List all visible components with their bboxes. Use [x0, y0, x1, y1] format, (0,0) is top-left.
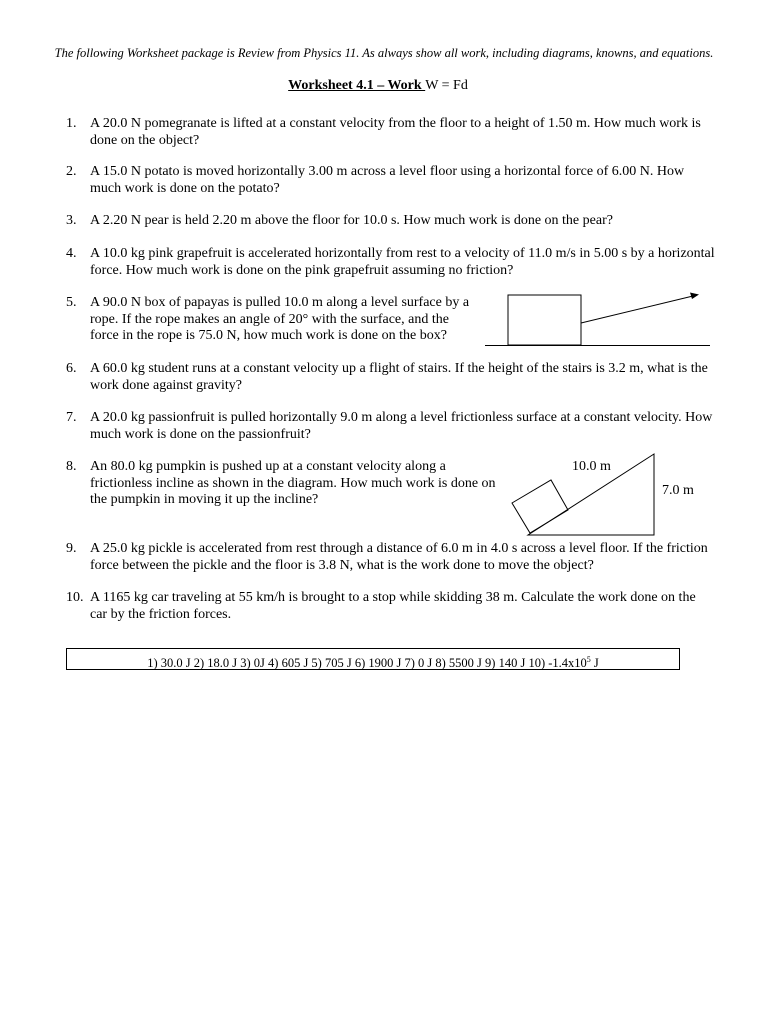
question-number: 6. — [66, 361, 77, 376]
question-text: A 90.0 N box of papayas is pulled 10.0 m along a level surface by a rope. If the rope makes an angle of 20° with the surface, and the force in the rope is 75.0 N, how much work is done on the box? — [90, 295, 470, 343]
intro-instructions: The following Worksheet package is Review from Physics 11. As always show all work, including diagrams, knowns, and equations. — [54, 46, 714, 60]
answer-key-unit: J — [590, 656, 599, 671]
title-formula: W = Fd — [425, 78, 468, 93]
question-text: A 10.0 kg pink grapefruit is accelerated horizontally from rest to a velocity of 11.0 m/s in 5.00 s by a horizontal force. How much work is done on the pink grapefruit assuming no friction? — [90, 246, 715, 278]
box-rope-diagram — [480, 288, 720, 352]
question-number: 5. — [66, 295, 77, 310]
question-number: 10. — [66, 590, 84, 605]
question-number: 2. — [66, 164, 77, 179]
question-number: 8. — [66, 459, 77, 474]
question-text: A 20.0 kg passionfruit is pulled horizontally 9.0 m along a level frictionless surface at a constant velocity. How much work is done on the passionfruit? — [90, 410, 713, 442]
question-number: 4. — [66, 246, 77, 261]
question-number: 7. — [66, 410, 77, 425]
question-number: 9. — [66, 541, 77, 556]
title-main: Worksheet 4.1 – Work — [288, 78, 426, 93]
question-text: A 15.0 N potato is moved horizontally 3.00 m across a level floor using a horizontal force of 6.00 N. How much work is done on the potato? — [90, 164, 685, 196]
question-text: A 60.0 kg student runs at a constant velocity up a flight of stairs. If the height of the stairs is 3.2 m, what is the work done against gravity? — [90, 361, 708, 393]
height-label: 7.0 m — [662, 483, 694, 498]
hypotenuse-label: 10.0 m — [572, 459, 611, 474]
question-text: A 25.0 kg pickle is accelerated from rest through a distance of 6.0 m in 4.0 s across a level floor. If the friction force between the pickle and the floor is 3.8 N, what is the work done to move the object? — [90, 541, 708, 573]
question-text: A 1165 kg car traveling at 55 km/h is brought to a stop while skidding 38 m. Calculate the work done on the car by the friction forces. — [90, 590, 696, 622]
question-text: An 80.0 kg pumpkin is pushed up at a constant velocity along a frictionless incline as shown in the diagram. How much work is done on the pumpkin in moving it up the incline? — [90, 459, 496, 507]
pumpkin-box-shape — [512, 480, 568, 533]
box-shape — [508, 295, 581, 345]
question-number: 1. — [66, 116, 77, 131]
question-number: 3. — [66, 213, 77, 228]
arrow-head-icon — [690, 293, 699, 300]
answer-key-text: 1) 30.0 J 2) 18.0 J 3) 0J 4) 605 J 5) 705 J 6) 1900 J 7) 0 J 8) 5500 J 9) 140 J 10) -1.4x10 — [147, 656, 587, 671]
rope-line — [581, 296, 693, 323]
question-text: A 2.20 N pear is held 2.20 m above the floor for 10.0 s. How much work is done on the pear? — [90, 213, 613, 228]
question-text: A 20.0 N pomegranate is lifted at a constant velocity from the floor to a height of 1.50 m. How much work is done on the object? — [90, 116, 701, 148]
worksheet-title — [0, 78, 756, 94]
answer-key-exponent: 5 — [586, 655, 591, 664]
answer-key-box — [66, 648, 680, 670]
